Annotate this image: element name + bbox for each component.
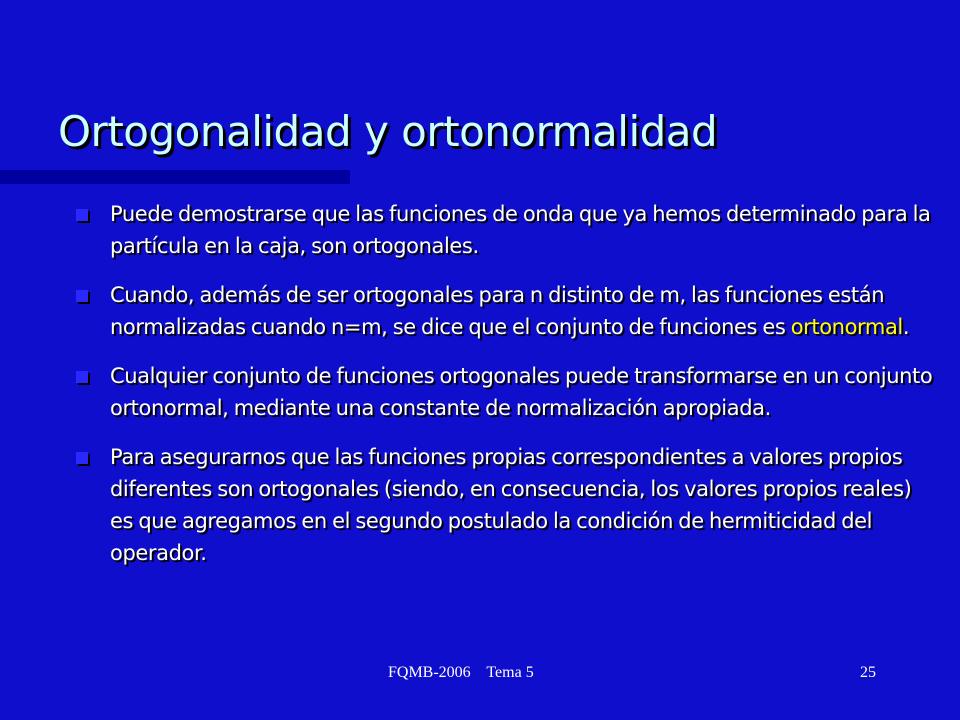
square-bullet-icon: [76, 290, 88, 302]
bullet-text: Cualquier conjunto de funciones ortogonales puede transformarse en un conjunto ortonormal, mediante una constante de normalización apropiada.: [110, 364, 933, 420]
bullet-text: Puede demostrarse que las funciones de onda que ya hemos determinado para la partícula en la caja, son ortogonales.: [110, 202, 931, 258]
square-bullet-icon: [76, 452, 88, 464]
bullet-text-end: .: [902, 315, 910, 339]
page-number: 25: [860, 664, 876, 681]
bullet-text: Cuando, además de ser ortogonales para n distinto de m, las funciones están normalizadas cuando n=m, se dice que el conjunto de funciones es: [110, 283, 885, 339]
footer-course-label: FQMB-2006 Tema 5: [388, 664, 534, 681]
slide-title: Ortogonalidad y ortonormalidad: [58, 107, 718, 156]
square-bullet-icon: [76, 371, 88, 383]
highlighted-term: ortonormal: [790, 315, 903, 339]
square-bullet-icon: [76, 209, 88, 221]
bullet-item: [74, 279, 934, 343]
title-underline-bar: [0, 170, 350, 184]
bullet-item: [74, 198, 934, 262]
bullet-text: Para asegurarnos que las funciones propias correspondientes a valores propios diferentes son ortogonales (siendo, en consecuencia, los valores propios reales) es que agregamos en el segundo postulado la condición de hermiticidad del operador.: [110, 445, 912, 565]
bullet-item: [74, 441, 934, 569]
bullet-list: [74, 198, 934, 586]
bullet-item: [74, 360, 934, 424]
